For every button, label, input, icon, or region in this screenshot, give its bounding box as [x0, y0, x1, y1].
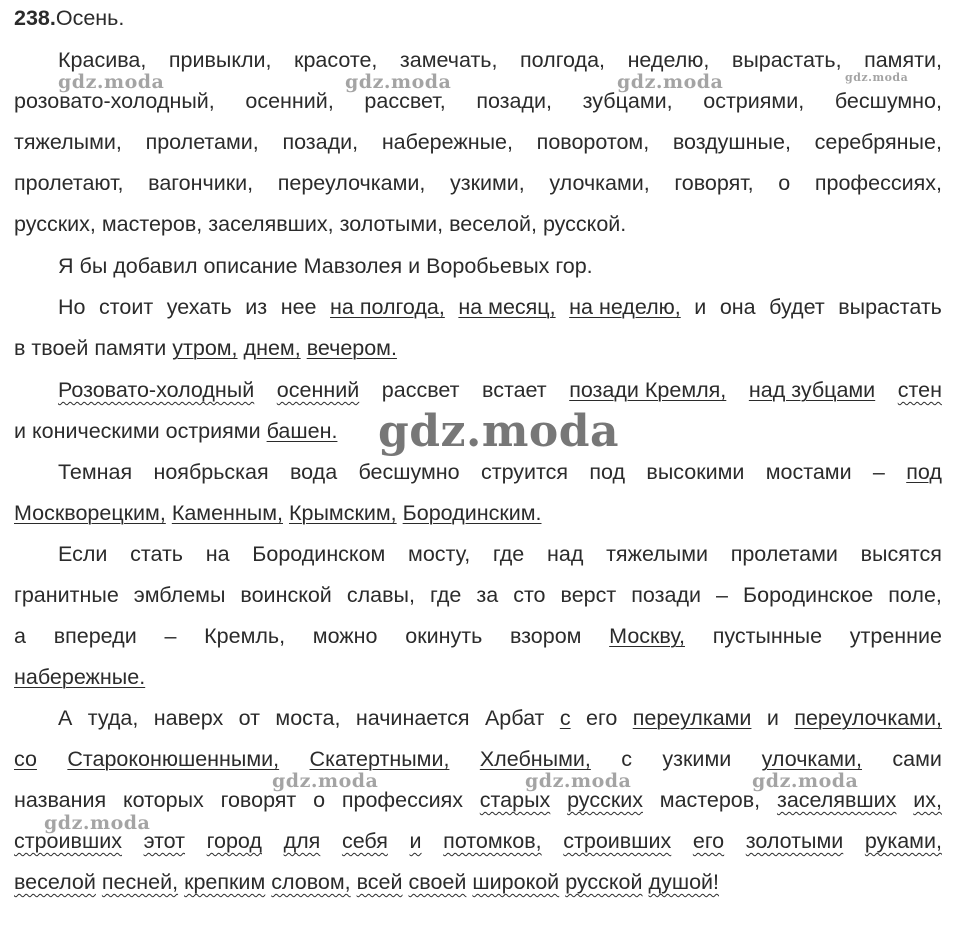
word: можно [312, 624, 378, 648]
word: этот [143, 829, 186, 853]
word: с [621, 747, 633, 771]
word: сто [513, 583, 546, 607]
word: позади, [282, 130, 359, 154]
word: крепким [184, 870, 266, 894]
text-line [14, 416, 942, 446]
word: руками, [864, 829, 942, 853]
word: переулочками, [794, 706, 942, 730]
word: Бородинским. [402, 501, 542, 525]
exercise-heading [14, 3, 942, 33]
word: красоте, [294, 48, 378, 72]
text-line [14, 785, 942, 815]
exercise-number: 238. [14, 6, 56, 30]
word: Если [58, 542, 108, 566]
word: вырастать, [731, 48, 842, 72]
text-line [14, 86, 942, 116]
word: Я бы добавил описание Мавзолея и Воробьевых гор. [58, 254, 593, 278]
word: строивших [563, 829, 672, 853]
word: верст [560, 583, 617, 607]
text-line [14, 498, 942, 528]
word: со [14, 747, 37, 771]
word: а [14, 624, 26, 648]
word: и [14, 419, 27, 443]
word: о [778, 171, 791, 195]
word: узкими, [449, 171, 525, 195]
word: эмблемы [133, 583, 226, 607]
word: заселявших [776, 788, 897, 812]
word: твоей [31, 336, 89, 360]
word: в [14, 336, 26, 360]
word: улочками, [761, 747, 863, 771]
word: пролетами, [145, 130, 259, 154]
word: под [589, 460, 626, 484]
word: потомков, [443, 829, 542, 853]
word: переулочками, [277, 171, 426, 195]
word: взором [510, 624, 582, 648]
text-line [14, 744, 942, 774]
word: Арбат [484, 706, 545, 730]
word: Бородинском [252, 542, 386, 566]
text-line [14, 168, 942, 198]
word: над [546, 542, 584, 566]
word: русской. [542, 212, 627, 236]
word: начинается [355, 706, 470, 730]
word: осенний, [245, 89, 334, 113]
word: и [694, 295, 707, 319]
word: поле, [888, 583, 942, 607]
word: словом, [271, 870, 351, 894]
word: Москву, [609, 624, 685, 648]
word: струится [480, 460, 569, 484]
word: славы, [346, 583, 415, 607]
word: Кремль, [204, 624, 286, 648]
word: где [492, 542, 525, 566]
word: утром, [172, 336, 238, 360]
word: профессиях [341, 788, 463, 812]
word: стоит [99, 295, 154, 319]
word: ноябрьская [153, 460, 269, 484]
word: на полгода, [330, 295, 445, 319]
word: и [766, 706, 779, 730]
word: высятся [860, 542, 942, 566]
word: Темная [58, 460, 133, 484]
word: всей [356, 870, 403, 894]
word: днем, [243, 336, 301, 360]
text-line [14, 867, 942, 897]
word: впереди [53, 624, 137, 648]
text-line [58, 45, 942, 75]
word: бесшумно, [834, 89, 942, 113]
word: мастеров, [659, 788, 761, 812]
word: коническими [32, 419, 160, 443]
word: из [245, 295, 268, 319]
word: переулками [632, 706, 752, 730]
word: позади Кремля, [569, 378, 727, 402]
word: Староконюшенными, [67, 747, 280, 771]
word: воздушные, [672, 130, 791, 154]
word: розовато-холодный, [14, 89, 215, 113]
word: А [58, 706, 73, 730]
word: веселой [14, 870, 96, 894]
word: Розовато-холодный [58, 378, 255, 402]
word: – [872, 460, 885, 484]
watermark: gdz.moda [617, 71, 724, 93]
text-line [14, 826, 942, 856]
word: неделю, [627, 48, 710, 72]
word: мастеров, [101, 212, 203, 236]
word: их, [913, 788, 942, 812]
text-line [14, 209, 942, 239]
word: позади, [476, 89, 553, 113]
watermark: gdz.moda [845, 71, 909, 84]
word: на месяц, [458, 295, 556, 319]
word: наверх [153, 706, 224, 730]
word: душой! [648, 870, 720, 894]
word: говорят [220, 788, 297, 812]
word: и [409, 829, 422, 853]
word: старых [479, 788, 551, 812]
watermark: gdz.moda [345, 71, 452, 93]
text-line [14, 621, 942, 651]
word: набережные, [381, 130, 513, 154]
exercise-title: Осень. [55, 6, 125, 30]
word: широкой [472, 870, 560, 894]
word: золотыми [745, 829, 844, 853]
word: заселявших, [208, 212, 334, 236]
word: золотыми, [339, 212, 444, 236]
word: своей [408, 870, 467, 894]
word: где [429, 583, 462, 607]
word: над зубцами [748, 378, 876, 402]
word: туда, [87, 706, 139, 730]
word: вода [289, 460, 338, 484]
word: бесшумно [358, 460, 460, 484]
word: русских [567, 788, 643, 812]
word: – [164, 624, 177, 648]
watermark: gdz.moda [58, 71, 165, 93]
word: моста, [275, 706, 341, 730]
word: рассвет, [364, 89, 446, 113]
word: стать [130, 542, 183, 566]
watermark-large: gdz.moda [378, 406, 620, 457]
text-line [58, 703, 942, 733]
word: рассвет [381, 378, 460, 402]
word: привыкли, [168, 48, 272, 72]
word: сами [892, 747, 942, 771]
text-line [58, 375, 942, 405]
word: Хлебными, [479, 747, 591, 771]
watermark: gdz.moda [44, 812, 151, 834]
word: Но [58, 295, 86, 319]
word: мостами [765, 460, 852, 484]
word: набережные. [14, 665, 146, 689]
word: о [313, 788, 326, 812]
text-line [14, 662, 942, 692]
word: остриями [165, 419, 261, 443]
word: для [283, 829, 321, 853]
word: памяти [94, 336, 167, 360]
word: названия [14, 788, 107, 812]
word: пустынные [712, 624, 823, 648]
word: высокими [646, 460, 745, 484]
word: профессиях, [814, 171, 942, 195]
text-line [58, 539, 942, 569]
word: город [206, 829, 262, 853]
word: от [238, 706, 260, 730]
word: которых [122, 788, 204, 812]
text-line [58, 457, 942, 487]
text-line [14, 127, 942, 157]
word: пролетают, [14, 171, 124, 195]
word: нее [280, 295, 317, 319]
word: вагончики, [148, 171, 254, 195]
word: окинуть [405, 624, 483, 648]
word: на неделю, [569, 295, 681, 319]
watermark: gdz.moda [272, 770, 379, 792]
word: его [692, 829, 725, 853]
word: себя [341, 829, 388, 853]
word: песней, [101, 870, 179, 894]
word: – [716, 583, 728, 607]
word: Скатертными, [309, 747, 450, 771]
word: за [476, 583, 499, 607]
word: стен [897, 378, 942, 402]
word: русских, [14, 212, 96, 236]
word: уехать [166, 295, 232, 319]
word: Каменным, [171, 501, 283, 525]
word: зубцами, [582, 89, 673, 113]
word: пролетами [730, 542, 838, 566]
word: вечером. [306, 336, 397, 360]
word: Москворецким, [14, 501, 166, 525]
word: Красива, [58, 48, 147, 72]
word: под [906, 460, 942, 484]
text-line [14, 580, 942, 610]
word: вырастать [838, 295, 942, 319]
text-line [58, 292, 942, 322]
word: Бородинское [743, 583, 874, 607]
word: строивших [14, 829, 122, 853]
word: его [586, 706, 618, 730]
word: воинской [240, 583, 332, 607]
word: она [719, 295, 756, 319]
word: русской [565, 870, 643, 894]
word: будет [769, 295, 825, 319]
word: тяжелыми [606, 542, 708, 566]
word: на [205, 542, 230, 566]
word: встает [482, 378, 547, 402]
word: позади [631, 583, 701, 607]
word: утренние [849, 624, 942, 648]
word: тяжелыми, [14, 130, 122, 154]
watermark: gdz.moda [752, 770, 859, 792]
word: гранитные [14, 583, 119, 607]
word: Крымским, [289, 501, 397, 525]
word: мосту, [408, 542, 471, 566]
word: поворотом, [536, 130, 650, 154]
word: узкими [662, 747, 732, 771]
word: улочками, [549, 171, 650, 195]
word: замечать, [399, 48, 498, 72]
word: осенний [276, 378, 360, 402]
text-line [14, 333, 942, 363]
watermark: gdz.moda [525, 770, 632, 792]
word: веселой, [449, 212, 537, 236]
text-line [58, 251, 942, 281]
word: остриями, [703, 89, 805, 113]
word: памяти, [864, 48, 942, 72]
word: башен. [266, 419, 338, 443]
word: серебряные, [814, 130, 942, 154]
word: с [559, 706, 571, 730]
word: полгода, [520, 48, 606, 72]
word: говорят, [674, 171, 754, 195]
